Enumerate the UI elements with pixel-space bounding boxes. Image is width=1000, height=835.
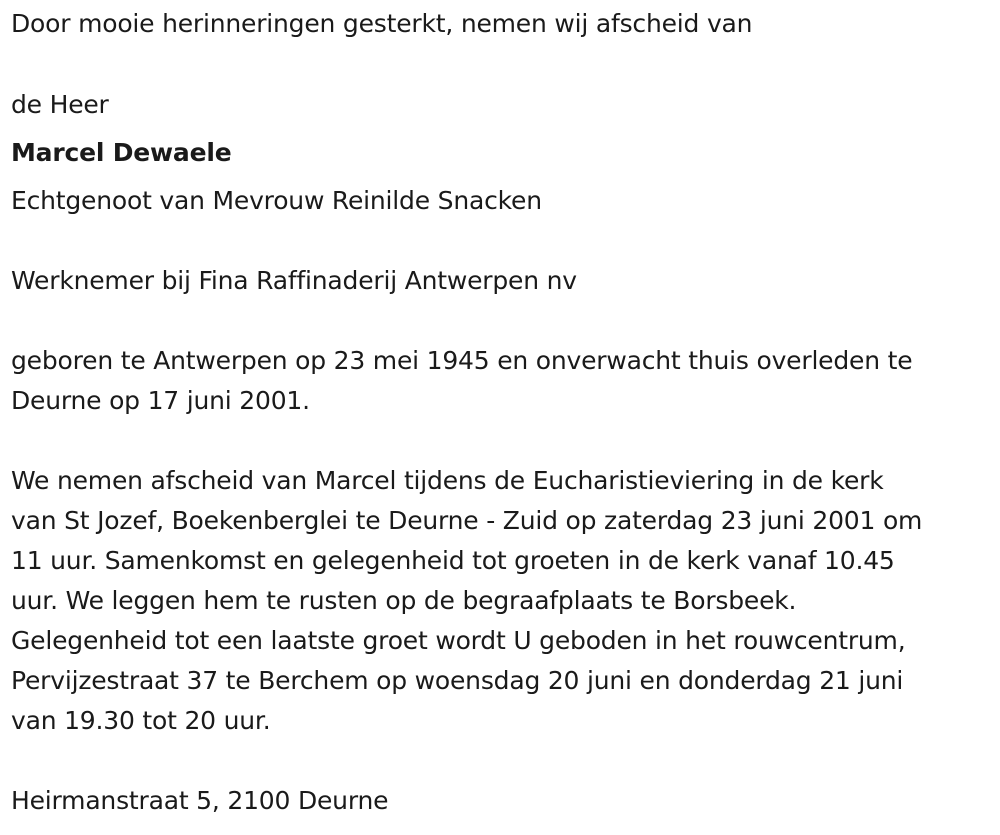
spouse-line: Echtgenoot van Mevrouw Reinilde Snacken	[11, 186, 542, 215]
ceremony-line: van 19.30 tot 20 uur.	[11, 706, 271, 735]
ceremony-line: van St Jozef, Boekenberglei te Deurne - Zuid op zaterdag 23 juni 2001 om	[11, 506, 923, 535]
birth-death-line: geboren te Antwerpen op 23 mei 1945 en onverwacht thuis overleden te	[11, 346, 913, 375]
intro-text: Door mooie herinneringen gesterkt, nemen wij afscheid van	[11, 9, 753, 38]
ceremony-line: Gelegenheid tot een laatste groet wordt U geboden in het rouwcentrum,	[11, 626, 906, 655]
occupation-line: Werknemer bij Fina Raffinaderij Antwerpen nv	[11, 266, 577, 295]
ceremony-line: uur. We leggen hem te rusten op de begraafplaats te Borsbeek.	[11, 586, 797, 615]
honorific: de Heer	[11, 90, 109, 119]
ceremony-line: 11 uur. Samenkomst en gelegenheid tot groeten in de kerk vanaf 10.45	[11, 546, 895, 575]
birth-death-line: Deurne op 17 juni 2001.	[11, 386, 310, 415]
ceremony-line: Pervijzestraat 37 te Berchem op woensdag 20 juni en donderdag 21 juni	[11, 666, 904, 695]
address-line: Heirmanstraat 5, 2100 Deurne	[11, 786, 389, 815]
ceremony-line: We nemen afscheid van Marcel tijdens de Eucharistieviering in de kerk	[11, 466, 884, 495]
deceased-name: Marcel Dewaele	[11, 138, 232, 167]
